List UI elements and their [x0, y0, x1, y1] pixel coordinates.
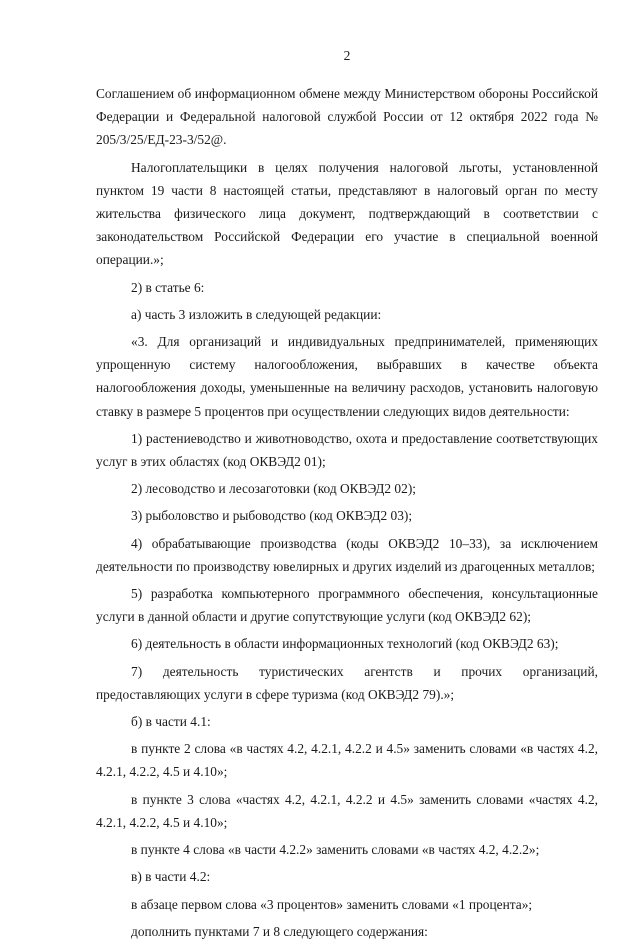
- paragraph: в пункте 3 слова «частях 4.2, 4.2.1, 4.2.2 и 4.5» заменить словами «частях 4.2, 4.2.1, 4.2.2, 4.5 и 4.10»;: [96, 791, 598, 830]
- paragraph: в) в части 4.2:: [131, 869, 211, 885]
- list-item: 3) рыболовство и рыбоводство (код ОКВЭД2 03);: [131, 508, 413, 524]
- paragraph: в абзаце первом слова «3 процентов» заменить словами «1 процента»;: [131, 896, 533, 912]
- paragraph: Соглашением об информационном обмене между Министерством обороны Российской Федерации и Федеральной налоговой службой России от 12 октября 2022 года № 205/3/25/ЕД-23-3/52@.: [96, 86, 598, 148]
- list-item: 7) деятельность туристических агентств и прочих организаций, предоставляющих услуги в сфере туризма (код ОКВЭД2 79).»;: [96, 663, 598, 702]
- list-item: 5) разработка компьютерного программного обеспечения, консультационные услуги в данной области и другие сопутствующие услуги (код ОКВЭД2 62);: [96, 586, 598, 625]
- paragraph: 2) в статье 6:: [131, 279, 205, 295]
- page-number: 2: [343, 48, 351, 63]
- paragraph: дополнить пунктами 7 и 8 следующего содержания:: [131, 923, 428, 939]
- paragraph: «3. Для организаций и индивидуальных предпринимателей, применяющих упрощенную систему налогообложения, выбравших в качестве объекта налогообложения доходы, уменьшенные на величину расходов, установить налоговую ставку в размере 5 процентов при осуществлении следующих видов деятельности:: [96, 334, 598, 419]
- paragraph: а) часть 3 изложить в следующей редакции:: [131, 306, 382, 322]
- paragraph: Налогоплательщики в целях получения налоговой льготы, установленной пунктом 19 части 8 настоящей статьи, представляют в налоговый орган по месту жительства физического лица документ, подтверждающий в соответствии с законодательством Российской Федерации его участие в специальной военной операции.»;: [96, 159, 598, 268]
- list-item: 4) обрабатывающие производства (коды ОКВЭД2 10–33), за исключением деятельности по производству ювелирных и других изделий из драгоценных металлов;: [96, 535, 598, 574]
- list-item: 6) деятельность в области информационных технологий (код ОКВЭД2 63);: [131, 636, 559, 652]
- paragraph: в пункте 4 слова «в части 4.2.2» заменить словами «в частях 4.2, 4.2.2»;: [131, 842, 540, 858]
- paragraph: в пункте 2 слова «в частях 4.2, 4.2.1, 4.2.2 и 4.5» заменить словами «в частях 4.2, 4.2.1, 4.2.2, 4.5 и 4.10»;: [96, 741, 598, 780]
- list-item: 1) растениеводство и животноводство, охота и предоставление соответствующих услуг в этих областях (код ОКВЭД2 01);: [96, 430, 598, 470]
- list-item: 2) лесоводство и лесозаготовки (код ОКВЭД2 02);: [131, 481, 417, 497]
- paragraph: б) в части 4.1:: [131, 714, 211, 730]
